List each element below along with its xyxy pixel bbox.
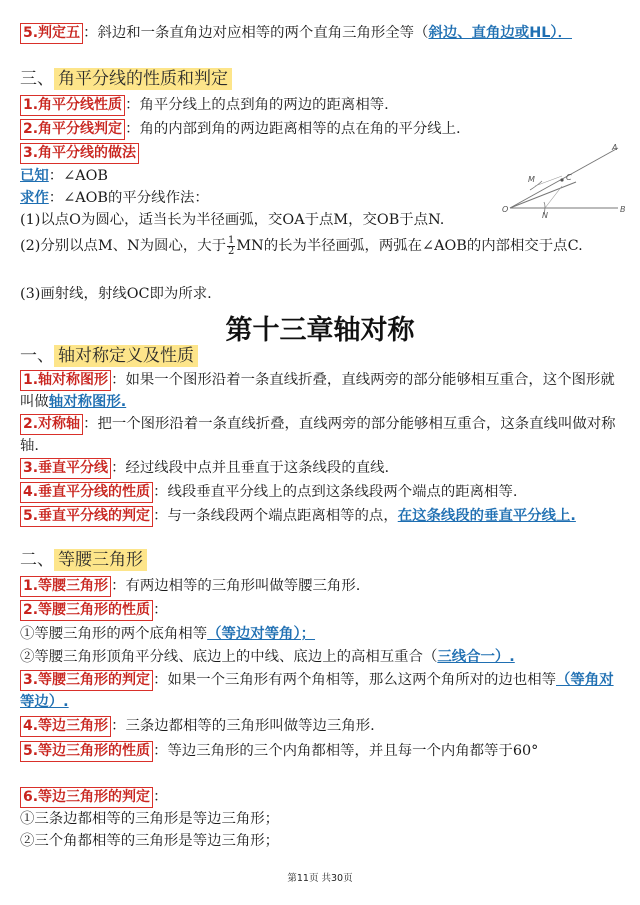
iso-def-4-label: 4.等边三角形 [20,716,111,737]
axis-def-5-highlight: 在这条线段的垂直平分线上. [397,508,576,524]
iso-def-5-label: 5.等边三角形的性质 [20,741,153,762]
label-m: M [528,175,535,184]
axis-def-3-label: 3.垂直平分线 [20,458,111,479]
iso-def-1-label: 1.等腰三角形 [20,576,111,597]
chapter-title: 第十三章轴对称 [225,315,415,346]
label-c: C [566,173,572,182]
construction-line-nc [545,186,562,208]
iso-def-3: 3.等腰三角形的判定 ：如果一个三角形有两个角相等，那么这两个角所对的边也相等（等角对等边）. [20,672,614,710]
iso-def-6a: ①三条边都相等的三角形是等边三角形； [20,811,280,827]
step-1: (1)以点O为圆心，适当长为半径画弧，交OA于点M，交OB于点N. [20,212,445,228]
axis-def-1-highlight: 轴对称图形. [48,394,127,410]
iso-def-3-label: 3.等腰三角形的判定 [20,670,153,691]
iso-def-4: 4.等边三角形 ：三条边都相等的三角形叫做等边三角形. [20,715,626,737]
iso-def-2a-highlight: （等边对等角）； [207,626,316,642]
label-b: B [620,205,626,214]
given-label: 已知 [20,168,49,184]
criterion-5-text: ：斜边和一条直角边对应相等的两个直角三角形全等（ [83,25,429,41]
axis-def-4: 4.垂直平分线的性质 ：线段垂直平分线上的点到这条线段两个端点的距离相等. [20,481,626,503]
section-3-heading: 三、 角平分线的性质和判定 [20,66,232,92]
iso-def-3-highlight: （等角对等边）. [20,672,614,710]
angle-bisector-figure [500,140,630,220]
criterion-5-label: 5.判定五 [20,23,83,44]
iso-def-6: 6.等边三角形的判定 ： [20,786,626,808]
point-c [560,178,563,181]
bisector-criterion-label: 2.角平分线判定 [20,119,125,140]
construct-label: 求作 [20,190,49,206]
criterion-5 [20,22,626,44]
criterion-5-highlight: 斜边、直角边或HL）． [428,25,572,41]
section-2-title: 等腰三角形 [54,549,147,571]
step-3: (3)画射线，射线OC即为所求. [20,286,212,302]
bisector-property-label: 1.角平分线性质 [20,95,125,116]
label-n: N [542,211,548,220]
iso-def-2b-highlight: 三线合一）. [437,649,515,665]
construct-text: ：∠AOB的平分线作法： [48,190,209,206]
axis-def-5-label: 5.垂直平分线的判定 [20,506,153,527]
bisector-construction-label: 3.角平分线的做法 [20,143,139,164]
section-1-heading: 一、 轴对称定义及性质 [20,343,198,369]
iso-def-2b: ②等腰三角形顶角平分线、底边上的中线、底边上的高相互重合（三线合一）. [20,649,515,665]
axis-def-2-label: 2.对称轴 [20,414,83,435]
page-footer: 第11页 共30页 [287,873,353,884]
axis-def-2: 2.对称轴 ：把一个图形沿着一条直线折叠，直线两旁的部分能够相互重合，这条直线叫做对称轴. [20,416,616,454]
iso-def-1: 1.等腰三角形 ：有两边相等的三角形叫做等腰三角形. [20,575,626,597]
given-text: ：∠AOB [48,168,109,184]
bisector-property [20,94,626,116]
section-1-title: 轴对称定义及性质 [54,345,198,367]
iso-def-5: 5.等边三角形的性质 ：等边三角形的三个内角都相等，并且每一个内角都等于60° [20,740,626,762]
fraction-one-half: $\frac{1}{2}$ [228,234,235,257]
iso-def-6b: ②三个角都相等的三角形是等边三角形； [20,833,280,849]
axis-def-5: 5.垂直平分线的判定 ：与一条线段两个端点距离相等的点，在这条线段的垂直平分线上. [20,505,626,527]
label-a: A [612,143,618,152]
ray-oc [510,182,576,208]
section-2-heading: 二、 等腰三角形 [20,547,147,573]
ray-oa [510,148,618,208]
iso-def-2: 2.等腰三角形的性质 ： [20,599,626,621]
bisector-criterion [20,118,626,140]
bisector-property-text: ：角平分线上的点到角的两边的距离相等. [125,97,389,113]
label-o: O [502,205,509,214]
iso-def-2-label: 2.等腰三角形的性质 [20,600,153,621]
axis-def-1-label: 1.轴对称图形 [20,370,111,391]
iso-def-2a: ①等腰三角形的两个底角相等（等边对等角）； [20,626,316,642]
axis-def-3: 3.垂直平分线 ：经过线段中点并且垂直于这条线段的直线. [20,457,626,479]
iso-def-6-label: 6.等边三角形的判定 [20,787,153,808]
section-3-title: 角平分线的性质和判定 [54,68,232,90]
step-2: (2)分别以点M、N为圆心，大于 $\frac{1}{2}$ MN的长为半径画弧，两弧在∠AOB的内部相交于点C. [20,234,583,257]
axis-def-4-label: 4.垂直平分线的性质 [20,482,153,503]
bisector-criterion-text: ：角的内部到角的两边距离相等的点在角的平分线上. [125,121,461,137]
axis-def-1: 1.轴对称图形 ：如果一个图形沿着一条直线折叠，直线两旁的部分能够相互重合，这个图形就叫做轴对称图形. [20,372,615,410]
